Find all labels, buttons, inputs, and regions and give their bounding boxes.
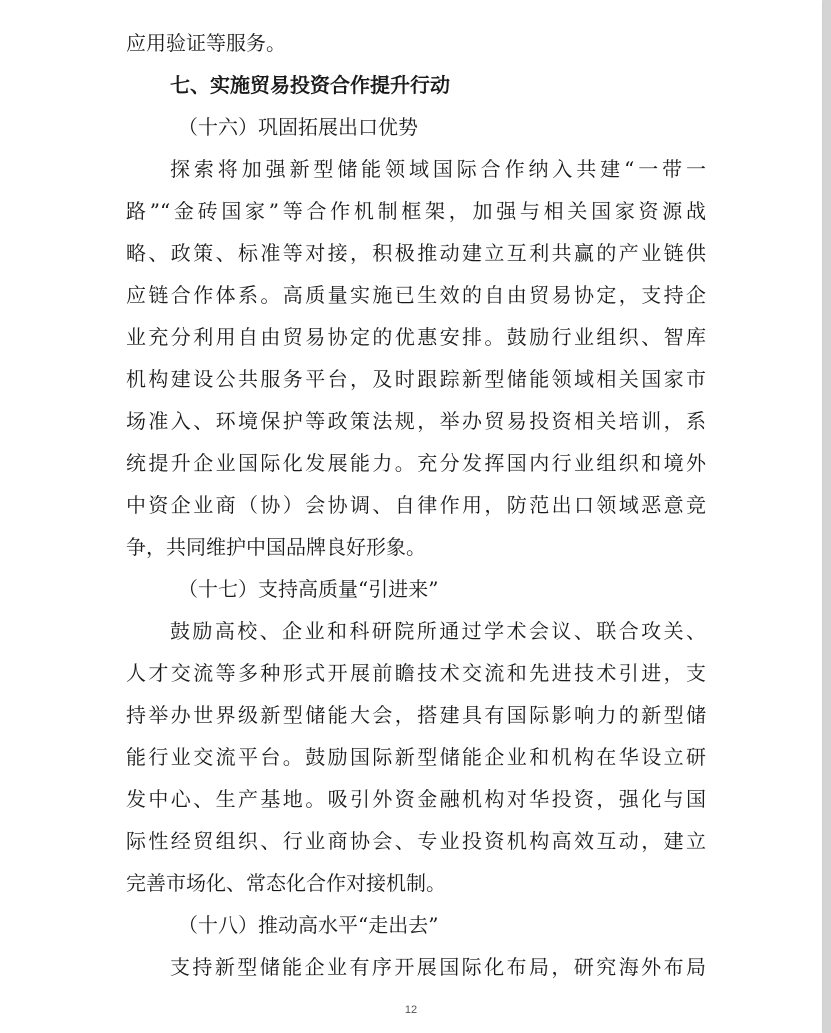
page-number: 12 [404, 1004, 418, 1016]
subsection-heading: （十七）支持高质量“引进来” [178, 577, 439, 601]
paragraph-line: 人才交流等多种形式开展前瞻技术交流和先进技术引进，支 [126, 661, 706, 685]
paragraph-line: 应链合作体系。高质量实施已生效的自由贸易协定，支持企 [126, 283, 706, 307]
paragraph-line: 场准入、环境保护等政策法规，举办贸易投资相关培训，系 [126, 409, 706, 433]
paragraph-line: 略、政策、标准等对接，积极推动建立互利共赢的产业链供 [126, 241, 706, 265]
section-heading: 七、实施贸易投资合作提升行动 [170, 73, 450, 97]
paragraph-line: 际性经贸组织、行业商协会、专业投资机构高效互动，建立 [126, 829, 706, 853]
paragraph-line: 发中心、生产基地。吸引外资金融机构对华投资，强化与国 [126, 787, 706, 811]
body-line: 应用验证等服务。 [126, 31, 286, 55]
paragraph-line: 持举办世界级新型储能大会，搭建具有国际影响力的新型储 [126, 703, 706, 727]
paragraph-line: 业充分利用自由贸易协定的优惠安排。鼓励行业组织、智库 [126, 325, 706, 349]
paragraph-line: 能行业交流平台。鼓励国际新型储能企业和机构在华设立研 [126, 745, 706, 769]
paragraph-line: 统提升企业国际化发展能力。充分发挥国内行业组织和境外 [126, 451, 706, 475]
paragraph-line: 支持新型储能企业有序开展国际化布局，研究海外布局 [170, 955, 706, 979]
subsection-heading: （十六）巩固拓展出口优势 [178, 115, 418, 139]
subsection-heading: （十八）推动高水平“走出去” [178, 913, 439, 937]
paragraph-line: 中资企业商（协）会协调、自律作用，防范出口领域恶意竞 [126, 493, 706, 517]
paragraph-line: 探索将加强新型储能领域国际合作纳入共建“一带一 [170, 157, 706, 181]
paragraph-line: 路”“金砖国家”等合作机制框架，加强与相关国家资源战 [126, 199, 706, 223]
paragraph-line: 争，共同维护中国品牌良好形象。 [126, 535, 426, 559]
paragraph-line: 鼓励高校、企业和科研院所通过学术会议、联合攻关、 [170, 619, 706, 643]
document-body [126, 22, 706, 988]
paragraph-line: 机构建设公共服务平台，及时跟踪新型储能领域相关国家市 [126, 367, 706, 391]
paragraph-line: 完善市场化、常态化合作对接机制。 [126, 871, 446, 895]
vertical-scrollbar[interactable] [823, 0, 831, 1033]
